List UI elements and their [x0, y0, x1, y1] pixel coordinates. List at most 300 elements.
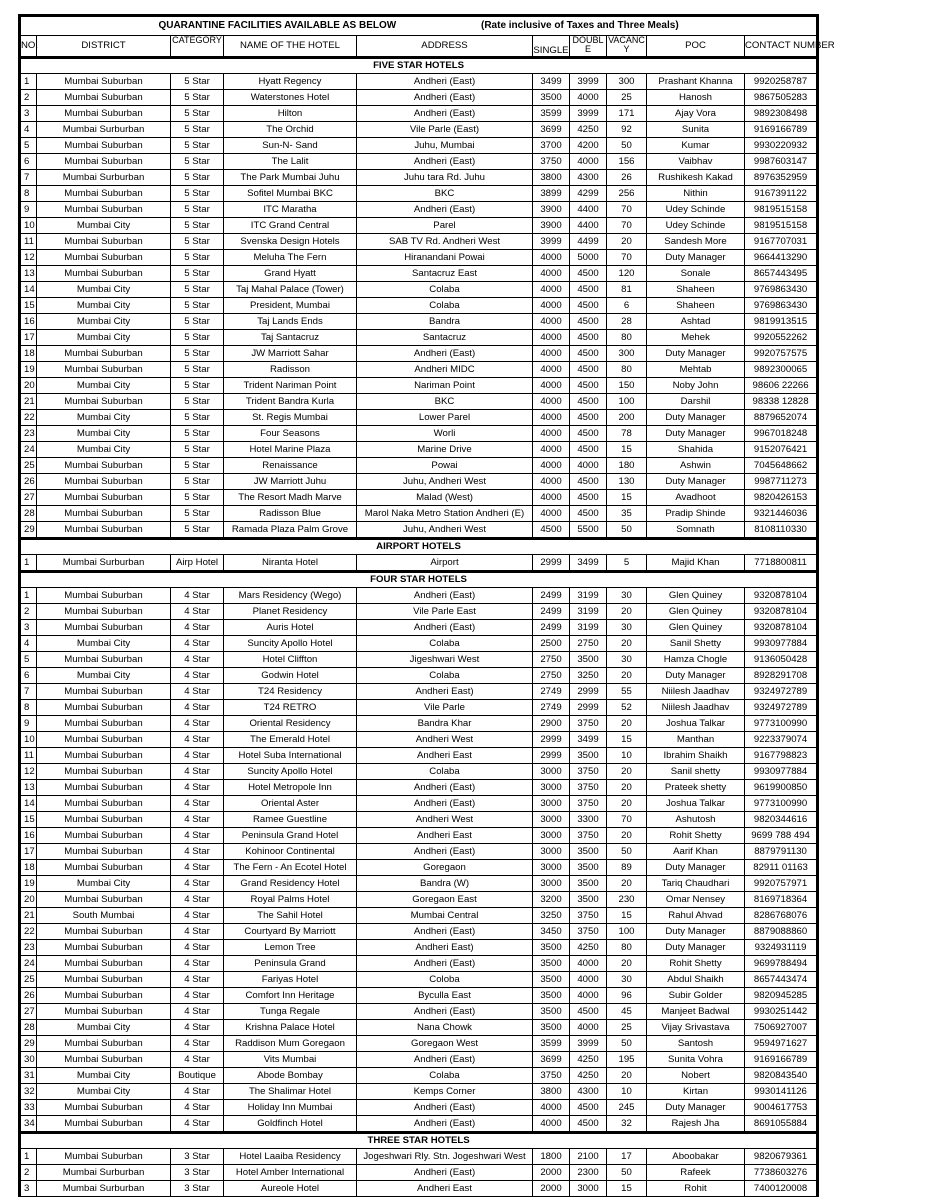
cell-contact-number: 98338 12828: [745, 394, 818, 410]
cell-poc: Duty Manager: [647, 426, 745, 442]
cell-no: 15: [20, 298, 37, 314]
cell-vacancy: 130: [607, 474, 647, 490]
cell-single-rate: 3000: [533, 780, 570, 796]
cell-hotel-name: Trident Bandra Kurla: [224, 394, 357, 410]
cell-single-rate: 2499: [533, 588, 570, 604]
cell-vacancy: 15: [607, 490, 647, 506]
cell-address: Jogeshwari Rly. Stn. Jogeshwari West: [357, 1149, 533, 1165]
cell-address: Bandra Khar: [357, 716, 533, 732]
cell-no: 23: [20, 426, 37, 442]
section-title: FOUR STAR HOTELS: [20, 572, 818, 588]
cell-no: 34: [20, 1116, 37, 1133]
cell-poc: Sonale: [647, 266, 745, 282]
cell-poc: Duty Manager: [647, 410, 745, 426]
cell-single-rate: 3699: [533, 1052, 570, 1068]
cell-vacancy: 81: [607, 282, 647, 298]
cell-no: 26: [20, 474, 37, 490]
cell-poc: Duty Manager: [647, 668, 745, 684]
cell-no: 1: [20, 588, 37, 604]
cell-no: 28: [20, 1020, 37, 1036]
cell-poc: Noby John: [647, 378, 745, 394]
cell-address: Andheri (East): [357, 346, 533, 362]
cell-no: 22: [20, 924, 37, 940]
cell-hotel-name: Svenska Design Hotels: [224, 234, 357, 250]
cell-address: Andheri (East): [357, 74, 533, 90]
cell-single-rate: 3500: [533, 90, 570, 106]
cell-address: Andheri (East): [357, 620, 533, 636]
cell-district: Mumbai Suburban: [37, 1036, 171, 1052]
table-row: [20, 490, 818, 506]
cell-category: 3 Star: [171, 1165, 224, 1181]
cell-contact-number: 9820426153: [745, 490, 818, 506]
cell-hotel-name: Hotel Laaiba Residency: [224, 1149, 357, 1165]
cell-vacancy: 20: [607, 668, 647, 684]
cell-single-rate: 3899: [533, 186, 570, 202]
cell-double-rate: 4000: [570, 956, 607, 972]
cell-address: Goregaon West: [357, 1036, 533, 1052]
table-row: [20, 298, 818, 314]
cell-contact-number: 8657443495: [745, 266, 818, 282]
cell-district: Mumbai Suburban: [37, 394, 171, 410]
cell-vacancy: 25: [607, 90, 647, 106]
table-row: [20, 426, 818, 442]
cell-hotel-name: Holiday Inn Mumbai: [224, 1100, 357, 1116]
cell-hotel-name: Raddison Mum Goregaon: [224, 1036, 357, 1052]
cell-contact-number: 9152076421: [745, 442, 818, 458]
cell-poc: Ibrahim Shaikh: [647, 748, 745, 764]
cell-hotel-name: Planet Residency: [224, 604, 357, 620]
cell-address: Coloba: [357, 972, 533, 988]
cell-vacancy: 20: [607, 764, 647, 780]
cell-single-rate: 4000: [533, 490, 570, 506]
cell-hotel-name: JW Marriott Juhu: [224, 474, 357, 490]
cell-poc: Majid Khan: [647, 555, 745, 572]
cell-double-rate: 4250: [570, 1068, 607, 1084]
cell-double-rate: 3999: [570, 106, 607, 122]
cell-hotel-name: Sun-N- Sand: [224, 138, 357, 154]
cell-hotel-name: The Resort Madh Marve: [224, 490, 357, 506]
cell-category: 4 Star: [171, 620, 224, 636]
table-row: [20, 250, 818, 266]
cell-district: Mumbai Suburban: [37, 860, 171, 876]
cell-no: 1: [20, 555, 37, 572]
table-row: [20, 748, 818, 764]
cell-contact-number: 9819515158: [745, 202, 818, 218]
cell-address: Colaba: [357, 636, 533, 652]
cell-no: 7: [20, 684, 37, 700]
cell-contact-number: 9987711273: [745, 474, 818, 490]
cell-contact-number: 8879791130: [745, 844, 818, 860]
cell-address: Vile Parle East: [357, 604, 533, 620]
cell-double-rate: 4500: [570, 1004, 607, 1020]
cell-double-rate: 4500: [570, 282, 607, 298]
cell-district: Mumbai City: [37, 636, 171, 652]
cell-no: 1: [20, 1149, 37, 1165]
cell-contact-number: 9169166789: [745, 1052, 818, 1068]
cell-contact-number: 9920258787: [745, 74, 818, 90]
cell-district: Mumbai Surburban: [37, 1181, 171, 1197]
cell-contact-number: 8286768076: [745, 908, 818, 924]
cell-vacancy: 50: [607, 522, 647, 539]
cell-vacancy: 92: [607, 122, 647, 138]
cell-category: 5 Star: [171, 426, 224, 442]
cell-district: Mumbai City: [37, 1068, 171, 1084]
cell-no: 29: [20, 1036, 37, 1052]
cell-vacancy: 20: [607, 796, 647, 812]
col-header-category: CATEGORY: [171, 36, 224, 58]
cell-district: Mumbai City: [37, 876, 171, 892]
cell-double-rate: 3750: [570, 828, 607, 844]
cell-category: 5 Star: [171, 378, 224, 394]
cell-vacancy: 20: [607, 956, 647, 972]
cell-vacancy: 195: [607, 1052, 647, 1068]
cell-address: Santacruz East: [357, 266, 533, 282]
cell-address: Andheri (East): [357, 90, 533, 106]
section-header-row: [20, 539, 818, 555]
sheet-title: QUARANTINE FACILITIES AVAILABLE AS BELOW: [158, 20, 397, 31]
cell-poc: Abdul Shaikh: [647, 972, 745, 988]
cell-address: Malad (West): [357, 490, 533, 506]
cell-double-rate: 3499: [570, 732, 607, 748]
cell-poc: Aarif Khan: [647, 844, 745, 860]
cell-contact-number: 9819515158: [745, 218, 818, 234]
cell-contact-number: 8879088860: [745, 924, 818, 940]
cell-hotel-name: Grand Hyatt: [224, 266, 357, 282]
cell-no: 3: [20, 1181, 37, 1197]
cell-single-rate: 4000: [533, 394, 570, 410]
cell-address: Goregaon: [357, 860, 533, 876]
table-row: [20, 90, 818, 106]
cell-poc: Rohit: [647, 1181, 745, 1197]
cell-contact-number: 9920757575: [745, 346, 818, 362]
cell-hotel-name: Taj Santacruz: [224, 330, 357, 346]
cell-district: Mumbai Suburban: [37, 506, 171, 522]
table-row: [20, 732, 818, 748]
cell-hotel-name: The Fern - An Ecotel Hotel: [224, 860, 357, 876]
cell-no: 20: [20, 892, 37, 908]
cell-address: Marol Naka Metro Station Andheri (E): [357, 506, 533, 522]
cell-category: 4 Star: [171, 764, 224, 780]
cell-category: 4 Star: [171, 732, 224, 748]
cell-poc: Rushikesh Kakad: [647, 170, 745, 186]
cell-contact-number: 9594971627: [745, 1036, 818, 1052]
cell-vacancy: 55: [607, 684, 647, 700]
cell-no: 12: [20, 250, 37, 266]
cell-single-rate: 3999: [533, 234, 570, 250]
cell-no: 9: [20, 716, 37, 732]
table-row: [20, 1052, 818, 1068]
cell-single-rate: 3500: [533, 972, 570, 988]
cell-double-rate: 4500: [570, 266, 607, 282]
cell-category: 4 Star: [171, 716, 224, 732]
cell-poc: Prashant Khanna: [647, 74, 745, 90]
cell-vacancy: 17: [607, 1149, 647, 1165]
cell-poc: Avadhoot: [647, 490, 745, 506]
cell-no: 2: [20, 90, 37, 106]
cell-contact-number: 98606 22266: [745, 378, 818, 394]
cell-district: Mumbai Suburban: [37, 684, 171, 700]
cell-vacancy: 300: [607, 346, 647, 362]
cell-category: Airp Hotel: [171, 555, 224, 572]
cell-hotel-name: Fariyas Hotel: [224, 972, 357, 988]
cell-category: 4 Star: [171, 1004, 224, 1020]
cell-single-rate: 3000: [533, 860, 570, 876]
cell-hotel-name: ITC Grand Central: [224, 218, 357, 234]
cell-hotel-name: Meluha The Fern: [224, 250, 357, 266]
section-title: FIVE STAR HOTELS: [20, 58, 818, 74]
cell-double-rate: 4000: [570, 972, 607, 988]
table-row: [20, 378, 818, 394]
cell-category: 5 Star: [171, 410, 224, 426]
cell-contact-number: 8108110330: [745, 522, 818, 539]
cell-no: 6: [20, 154, 37, 170]
cell-address: Worli: [357, 426, 533, 442]
cell-single-rate: 3200: [533, 892, 570, 908]
cell-no: 17: [20, 844, 37, 860]
cell-double-rate: 3750: [570, 764, 607, 780]
cell-double-rate: 5500: [570, 522, 607, 539]
cell-district: Mumbai Suburban: [37, 346, 171, 362]
section-title: THREE STAR HOTELS: [20, 1133, 818, 1149]
cell-vacancy: 80: [607, 940, 647, 956]
table-row: [20, 266, 818, 282]
cell-category: 5 Star: [171, 394, 224, 410]
cell-vacancy: 171: [607, 106, 647, 122]
table-row: [20, 1036, 818, 1052]
cell-district: Mumbai City: [37, 282, 171, 298]
cell-category: 5 Star: [171, 474, 224, 490]
cell-contact-number: 9324972789: [745, 700, 818, 716]
col-header-poc: POC: [647, 36, 745, 58]
cell-hotel-name: Suncity Apollo Hotel: [224, 764, 357, 780]
cell-address: Andheri East: [357, 828, 533, 844]
title-row: [20, 16, 818, 36]
cell-hotel-name: JW Marriott Sahar: [224, 346, 357, 362]
cell-hotel-name: Comfort Inn Heritage: [224, 988, 357, 1004]
cell-single-rate: 3500: [533, 1004, 570, 1020]
cell-district: South Mumbai: [37, 908, 171, 924]
cell-vacancy: 70: [607, 218, 647, 234]
cell-category: 4 Star: [171, 940, 224, 956]
cell-poc: Santosh: [647, 1036, 745, 1052]
cell-single-rate: 2999: [533, 748, 570, 764]
cell-hotel-name: Hilton: [224, 106, 357, 122]
cell-contact-number: 9930977884: [745, 636, 818, 652]
cell-category: 4 Star: [171, 1020, 224, 1036]
cell-double-rate: 4500: [570, 506, 607, 522]
cell-district: Mumbai Suburban: [37, 924, 171, 940]
cell-category: 5 Star: [171, 218, 224, 234]
cell-contact-number: 9920757971: [745, 876, 818, 892]
cell-address: Colaba: [357, 668, 533, 684]
cell-address: Nana Chowk: [357, 1020, 533, 1036]
cell-hotel-name: Mars Residency (Wego): [224, 588, 357, 604]
table-row: [20, 170, 818, 186]
cell-contact-number: 9820679361: [745, 1149, 818, 1165]
col-header-name: NAME OF THE HOTEL: [224, 36, 357, 58]
cell-address: BKC: [357, 186, 533, 202]
cell-contact-number: 9967018248: [745, 426, 818, 442]
cell-poc: Duty Manager: [647, 474, 745, 490]
cell-double-rate: 4000: [570, 154, 607, 170]
cell-double-rate: 4500: [570, 346, 607, 362]
cell-vacancy: 180: [607, 458, 647, 474]
cell-no: 18: [20, 860, 37, 876]
table-row: [20, 972, 818, 988]
cell-no: 22: [20, 410, 37, 426]
cell-category: 4 Star: [171, 748, 224, 764]
cell-hotel-name: ITC Maratha: [224, 202, 357, 218]
cell-contact-number: 82911 01163: [745, 860, 818, 876]
cell-address: Andheri (East): [357, 780, 533, 796]
cell-contact-number: 9773100990: [745, 796, 818, 812]
cell-category: 4 Star: [171, 860, 224, 876]
cell-district: Mumbai City: [37, 1084, 171, 1100]
cell-poc: Kirtan: [647, 1084, 745, 1100]
cell-no: 9: [20, 202, 37, 218]
table-row: [20, 346, 818, 362]
cell-single-rate: 4000: [533, 1100, 570, 1116]
cell-poc: Udey Schinde: [647, 202, 745, 218]
table-row: [20, 860, 818, 876]
cell-no: 2: [20, 604, 37, 620]
cell-contact-number: 9930977884: [745, 764, 818, 780]
cell-poc: Mehek: [647, 330, 745, 346]
cell-double-rate: 3500: [570, 892, 607, 908]
cell-double-rate: 2999: [570, 684, 607, 700]
cell-district: Mumbai Suburban: [37, 1116, 171, 1133]
cell-no: 13: [20, 266, 37, 282]
cell-address: Jigeshwari West: [357, 652, 533, 668]
cell-hotel-name: The Orchid: [224, 122, 357, 138]
cell-district: Mumbai Suburban: [37, 732, 171, 748]
cell-category: 4 Star: [171, 924, 224, 940]
cell-hotel-name: Kohinoor Continental: [224, 844, 357, 860]
cell-no: 19: [20, 362, 37, 378]
cell-contact-number: 9820344616: [745, 812, 818, 828]
cell-vacancy: 78: [607, 426, 647, 442]
table-row: [20, 764, 818, 780]
cell-hotel-name: The Emerald Hotel: [224, 732, 357, 748]
cell-hotel-name: Renaissance: [224, 458, 357, 474]
cell-hotel-name: Hotel Marine Plaza: [224, 442, 357, 458]
cell-poc: Shahida: [647, 442, 745, 458]
cell-address: Juhu, Mumbai: [357, 138, 533, 154]
cell-single-rate: 2749: [533, 700, 570, 716]
cell-single-rate: 3499: [533, 74, 570, 90]
cell-contact-number: 9324931119: [745, 940, 818, 956]
cell-district: Mumbai City: [37, 218, 171, 234]
cell-contact-number: 9769863430: [745, 298, 818, 314]
section-title: AIRPORT HOTELS: [20, 539, 818, 555]
cell-single-rate: 2999: [533, 555, 570, 572]
cell-district: Mumbai Surburban: [37, 170, 171, 186]
cell-single-rate: 3000: [533, 828, 570, 844]
cell-double-rate: 4500: [570, 378, 607, 394]
cell-contact-number: 7506927007: [745, 1020, 818, 1036]
cell-vacancy: 32: [607, 1116, 647, 1133]
cell-double-rate: 3500: [570, 860, 607, 876]
cell-hotel-name: Hotel Amber International: [224, 1165, 357, 1181]
cell-district: Mumbai Suburban: [37, 812, 171, 828]
cell-double-rate: 4000: [570, 458, 607, 474]
cell-double-rate: 4500: [570, 1116, 607, 1133]
table-row: [20, 812, 818, 828]
cell-contact-number: 9820945285: [745, 988, 818, 1004]
table-row: [20, 892, 818, 908]
cell-vacancy: 6: [607, 298, 647, 314]
cell-contact-number: 9619900850: [745, 780, 818, 796]
cell-poc: Subir Golder: [647, 988, 745, 1004]
cell-poc: Vijay Srivastava: [647, 1020, 745, 1036]
cell-double-rate: 3500: [570, 876, 607, 892]
cell-category: 4 Star: [171, 652, 224, 668]
cell-contact-number: 9699 788 494: [745, 828, 818, 844]
cell-category: 3 Star: [171, 1181, 224, 1197]
cell-hotel-name: Aureole Hotel: [224, 1181, 357, 1197]
cell-vacancy: 30: [607, 972, 647, 988]
table-row: [20, 1165, 818, 1181]
cell-single-rate: 3500: [533, 956, 570, 972]
cell-district: Mumbai Surburban: [37, 555, 171, 572]
cell-vacancy: 20: [607, 716, 647, 732]
col-header-address: ADDRESS: [357, 36, 533, 58]
cell-vacancy: 70: [607, 250, 647, 266]
cell-hotel-name: Trident Nariman Point: [224, 378, 357, 394]
table-row: [20, 924, 818, 940]
section-header-row: [20, 1133, 818, 1149]
cell-district: Mumbai Suburban: [37, 956, 171, 972]
cell-double-rate: 3199: [570, 620, 607, 636]
cell-vacancy: 200: [607, 410, 647, 426]
cell-district: Mumbai Surburban: [37, 1165, 171, 1181]
cell-single-rate: 3900: [533, 202, 570, 218]
cell-double-rate: 2750: [570, 636, 607, 652]
cell-contact-number: 9892308498: [745, 106, 818, 122]
cell-address: Marine Drive: [357, 442, 533, 458]
cell-double-rate: 4500: [570, 490, 607, 506]
cell-hotel-name: Hyatt Regency: [224, 74, 357, 90]
cell-category: 4 Star: [171, 796, 224, 812]
cell-double-rate: 4500: [570, 442, 607, 458]
cell-vacancy: 30: [607, 620, 647, 636]
cell-double-rate: 3750: [570, 716, 607, 732]
cell-vacancy: 5: [607, 555, 647, 572]
table-row: [20, 138, 818, 154]
cell-single-rate: 2750: [533, 652, 570, 668]
cell-category: 4 Star: [171, 1100, 224, 1116]
cell-address: Juhu, Andheri West: [357, 474, 533, 490]
cell-double-rate: 3750: [570, 924, 607, 940]
cell-no: 23: [20, 940, 37, 956]
table-row: [20, 780, 818, 796]
cell-category: 5 Star: [171, 106, 224, 122]
cell-double-rate: 4499: [570, 234, 607, 250]
cell-address: Andheri (East): [357, 588, 533, 604]
cell-double-rate: 4300: [570, 1084, 607, 1100]
cell-no: 16: [20, 828, 37, 844]
cell-district: Mumbai Suburban: [37, 972, 171, 988]
cell-hotel-name: Four Seasons: [224, 426, 357, 442]
cell-poc: Hanosh: [647, 90, 745, 106]
table-row: [20, 828, 818, 844]
cell-single-rate: 4000: [533, 282, 570, 298]
table-row: [20, 522, 818, 539]
cell-vacancy: 300: [607, 74, 647, 90]
cell-hotel-name: Taj Mahal Palace (Tower): [224, 282, 357, 298]
cell-no: 33: [20, 1100, 37, 1116]
table-row: [20, 700, 818, 716]
